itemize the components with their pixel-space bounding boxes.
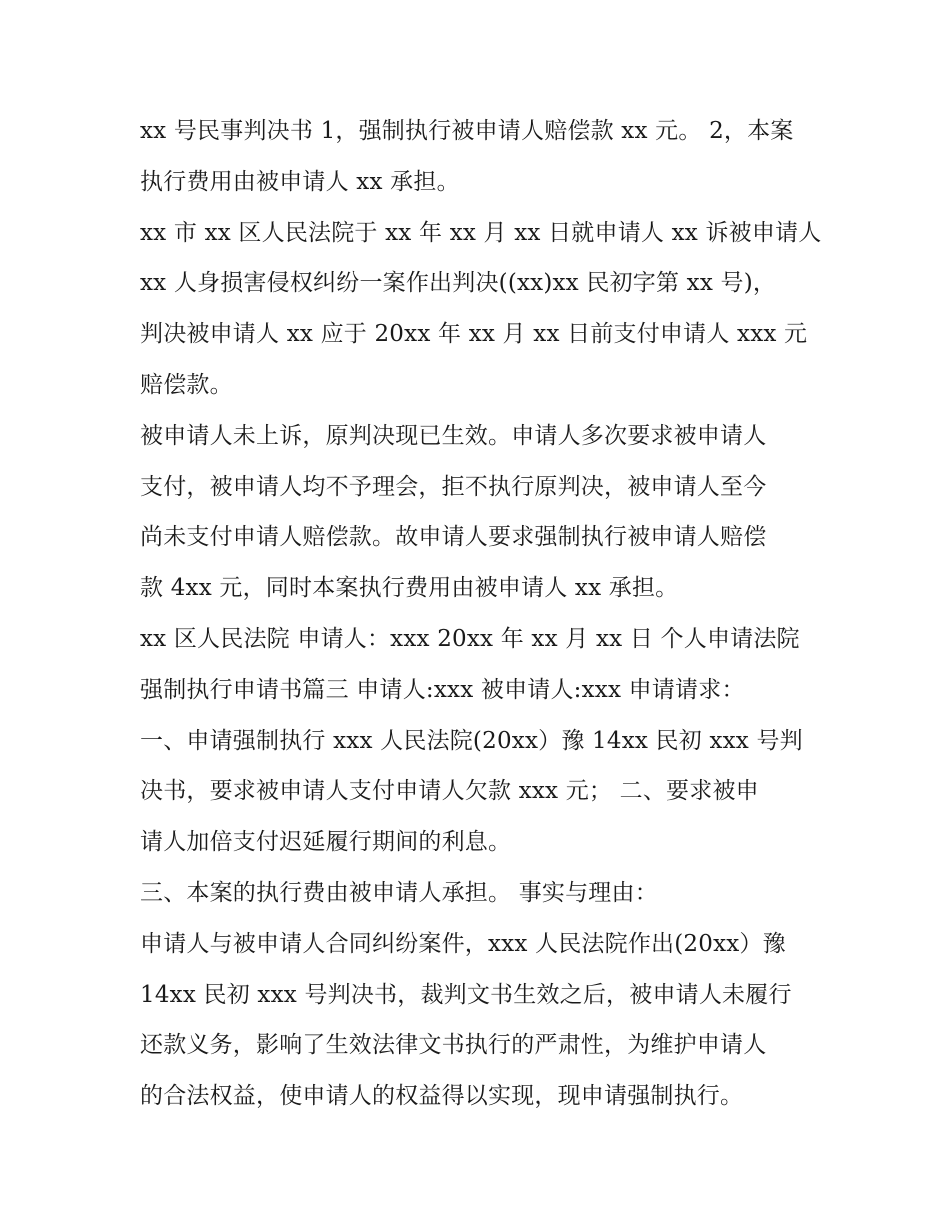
text-line: 执行费用由被申请人 xx 承担。 [140,168,460,195]
text-line: 赔偿款。 [140,371,233,398]
text-line: xx 市 xx 区人民法院于 xx 年 xx 月 xx 日就申请人 xx 诉被申请人 [140,219,822,246]
text-line: xx 区人民法院 申请人：xxx 20xx 年 xx 月 xx 日 个人申请法院 [140,625,800,652]
text-line: xx 号民事判决书 1，强制执行被申请人赔偿款 xx 元。 2，本案 [140,118,794,144]
text-line: 14xx 民初 xxx 号判决书，裁判文书生效之后，被申请人未履行 [140,981,792,1008]
text-line: xx 人身损害侵权纠纷一案作出判决((xx)xx 民初字第 xx 号)， [140,270,777,297]
document-body [140,106,820,1122]
text-line: 款 4xx 元，同时本案执行费用由被申请人 xx 承担。 [140,575,679,602]
text-line: 决书，要求被申请人支付申请人欠款 xxx 元； 二、要求被申 [140,778,759,805]
text-line: 被申请人未上诉，原判决现已生效。申请人多次要求被申请人 [140,422,767,449]
text-line: 判决被申请人 xx 应于 20xx 年 xx 月 xx 日前支付申请人 xxx 元 [140,321,808,348]
text-line: 尚未支付申请人赔偿款。故申请人要求强制执行被申请人赔偿 [140,524,767,551]
text-line: 的合法权益，使申请人的权益得以实现，现申请强制执行。 [140,1083,744,1110]
text-line: 还款义务，影响了生效法律文书执行的严肃性，为维护申请人 [140,1032,767,1059]
text-line: 申请人与被申请人合同纠纷案件，xxx 人民法院作出(20xx）豫 [140,930,786,957]
text-line: 强制执行申请书篇三 申请人:xxx 被申请人:xxx 申请请求： [140,676,745,703]
text-line: 请人加倍支付迟延履行期间的利息。 [140,829,512,856]
text-line: 三、本案的执行费由被申请人承担。 事实与理由： [140,879,658,906]
text-line: 一、申请强制执行 xxx 人民法院(20xx）豫 14xx 民初 xxx 号判 [140,727,803,754]
text-line: 支付，被申请人均不予理会，拒不执行原判决，被申请人至今 [140,473,767,500]
